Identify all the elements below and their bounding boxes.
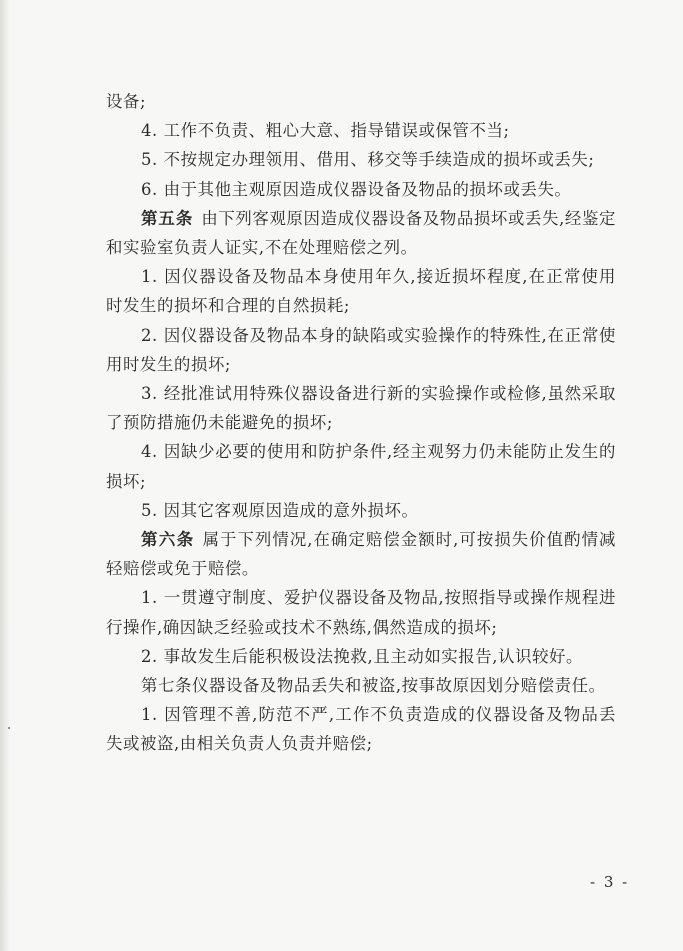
article-6-label: 第六条 — [141, 530, 195, 550]
article-6-item-1: 1. 一贯遵守制度、爱护仪器设备及物品,按照指导或操作规程进行操作,确因缺乏经验或技术不熟练,偶然造成的损坏; — [106, 588, 616, 637]
scan-edge-shadow — [0, 0, 10, 951]
document-body — [106, 87, 616, 759]
article-5-item-2: 2. 因仪器设备及物品本身的缺陷或实验操作的特殊性,在正常使用时发生的损坏; — [106, 325, 616, 374]
article-6-paragraph — [106, 525, 616, 583]
article-5-label: 第五条 — [141, 208, 194, 228]
article-5-item-3: 3. 经批准试用特殊仪器设备进行新的实验操作或检修,虽然采取了预防措施仍未能避免的损坏; — [106, 384, 616, 433]
text-line-continuation: 设备; — [106, 92, 147, 111]
article-6-text: 属于下列情况,在确定赔偿金额时,可按损失价值酌情减轻赔偿或免于赔偿。 — [106, 530, 617, 579]
article-5-item-1: 1. 因仪器设备及物品本身使用年久,接近损坏程度,在正常使用时发生的损坏和合理的自然损耗; — [106, 267, 616, 316]
list-item-5: 5. 不按规定办理领用、借用、移交等手续造成的损坏或丢失; — [141, 150, 595, 170]
article-5-paragraph — [106, 204, 616, 262]
scan-speck — [8, 727, 10, 729]
article-6-item-2: 2. 事故发生后能积极设法挽救,且主动如实报告,认识较好。 — [141, 646, 584, 666]
list-item-6: 6. 由于其他主观原因造成仪器设备及物品的损坏或丢失。 — [141, 179, 572, 199]
article-7-item-1: 1. 因管理不善,防范不严,工作不负责造成的仪器设备及物品丢失或被盗,由相关负责人负责并赔偿; — [106, 705, 616, 754]
article-5-item-5: 5. 因其它客观原因造成的意外损坏。 — [141, 500, 419, 520]
page-number: - 3 - — [590, 873, 630, 891]
article-7-paragraph: 第七条仪器设备及物品丢失和被盗,按事故原因划分赔偿责任。 — [141, 676, 606, 696]
article-5-text: 由下列客观原因造成仪器设备及物品损坏或丢失,经鉴定和实验室负责人证实,不在处理赔偿之列。 — [106, 208, 616, 258]
list-item-4: 4. 工作不负责、粗心大意、指导错误或保管不当; — [141, 121, 510, 141]
article-5-item-4: 4. 因缺少必要的使用和防护条件,经主观努力仍未能防止发生的损坏; — [106, 442, 616, 491]
